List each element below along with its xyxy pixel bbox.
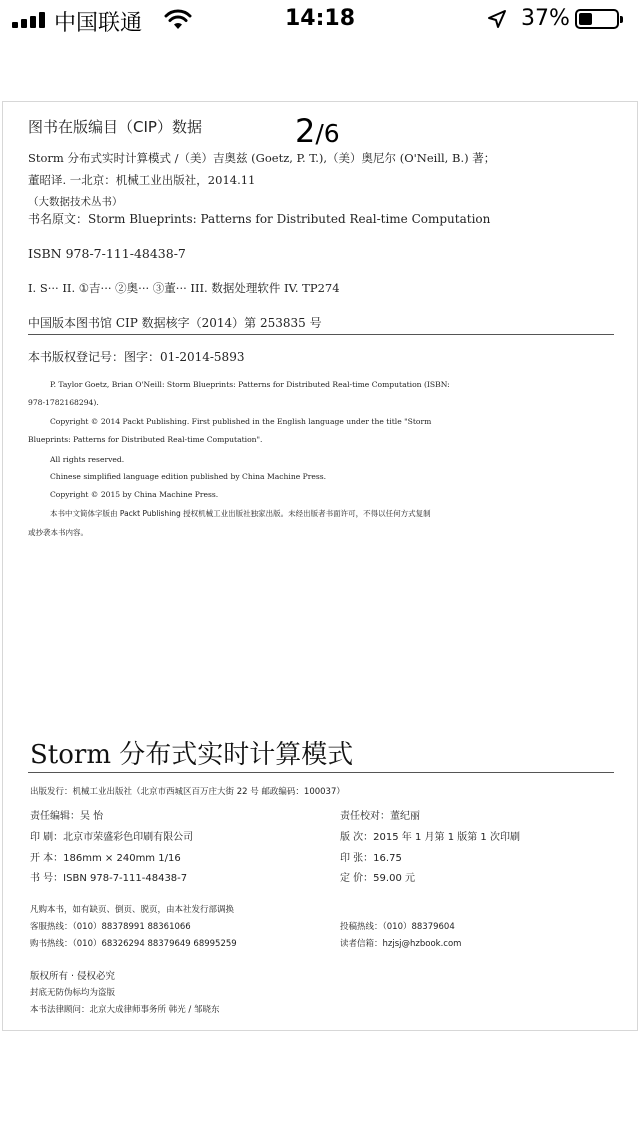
replacement-notice: 凡购本书，如有缺页、倒页、脱页，由本社发行部调换 (30, 905, 235, 915)
current-page: 2 (295, 112, 316, 150)
editor: 责任编辑：吴 怡 (30, 811, 104, 822)
cip-line4: 书名原文：Storm Blueprints: Patterns for Distributed Real-time Computation (28, 212, 491, 226)
sheets: 印 张：16.75 (340, 853, 402, 864)
cip-number: 中国版本图书馆 CIP 数据核字（2014）第 253835 号 (28, 316, 322, 330)
copyright-line: 978-1782168294). (28, 398, 99, 407)
copyright-line: 本书中文简体字版由 Packt Publishing 授权机械工业出版社独家出版。未经出版者书面许可，不得以任何方式复制 (50, 509, 431, 518)
publisher: 出版发行：机械工业出版社（北京市西城区百万庄大街 22 号 邮政编码：100037） (30, 787, 345, 797)
service-hotline: 客服热线：（010）88378991 88361066 (30, 922, 191, 932)
copyright-line: Copyright © 2015 by China Machine Press. (50, 490, 219, 499)
status-bar (0, 0, 640, 40)
battery-percent: 37% (521, 6, 570, 31)
book-title: Storm 分布式实时计算模式 (30, 740, 354, 770)
reader-email: 读者信箱：hzjsj@hzbook.com (340, 939, 462, 949)
copyright-line: P. Taylor Goetz, Brian O'Neill: Storm Blueprints: Patterns for Distributed Real-time Computation (ISBN: (50, 380, 450, 389)
cip-classification: I. S··· II. ①吉··· ②奥··· ③董··· III. 数据处理软件 IV. TP274 (28, 281, 340, 295)
edition: 版 次：2015 年 1 月第 1 版第 1 次印刷 (340, 832, 520, 843)
cip-line3: （大数据技术丛书） (28, 196, 123, 208)
divider (28, 772, 614, 773)
copyright-line: 或抄袭本书内容。 (28, 528, 88, 537)
copyright-registration: 本书版权登记号：图字：01-2014-5893 (28, 350, 245, 364)
cip-line2: 董昭译. 一北京：机械工业出版社，2014.11 (28, 173, 256, 187)
copyright-line: Blueprints: Patterns for Distributed Real-time Computation". (28, 435, 263, 444)
document-page[interactable] (0, 101, 640, 1031)
location-arrow-icon (487, 9, 507, 29)
page-indicator (295, 112, 340, 150)
status-time: 14:18 (284, 6, 356, 31)
printer: 印 刷：北京市荣盛彩色印刷有限公司 (30, 832, 194, 843)
anti-fake-notice: 封底无防伪标均为盗版 (30, 988, 116, 998)
cip-isbn: ISBN 978-7-111-48438-7 (28, 246, 186, 261)
submission-hotline: 投稿热线：（010）88379604 (340, 922, 455, 932)
format: 开 本：186mm × 240mm 1/16 (30, 853, 181, 864)
book-number: 书 号：ISBN 978-7-111-48438-7 (30, 873, 188, 884)
rights-notice: 版权所有 · 侵权必究 (30, 971, 116, 982)
cip-heading: 图书在版编目（CIP）数据 (28, 118, 202, 136)
copyright-line: All rights reserved. (50, 455, 125, 464)
carrier-name: 中国联通 (54, 11, 143, 36)
order-hotline: 购书热线：（010）68326294 88379649 68995259 (30, 939, 237, 949)
battery-icon (575, 9, 619, 29)
copyright-line: Chinese simplified language edition published by China Machine Press. (50, 472, 327, 481)
copyright-line: Copyright © 2014 Packt Publishing. First published in the English language under the title "Storm (50, 417, 432, 426)
price: 定 价：59.00 元 (340, 873, 415, 884)
proofreader: 责任校对：董纪丽 (340, 811, 420, 822)
divider (28, 334, 614, 335)
cip-line1: Storm 分布式实时计算模式 /（美）吉奥兹 (Goetz, P. T.),（美）奥尼尔 (O'Neill, B.) 著； (28, 151, 496, 165)
legal-advisor: 本书法律顾问：北京大成律师事务所 韩光 / 邹晓东 (30, 1005, 220, 1015)
total-pages: /6 (315, 119, 340, 148)
